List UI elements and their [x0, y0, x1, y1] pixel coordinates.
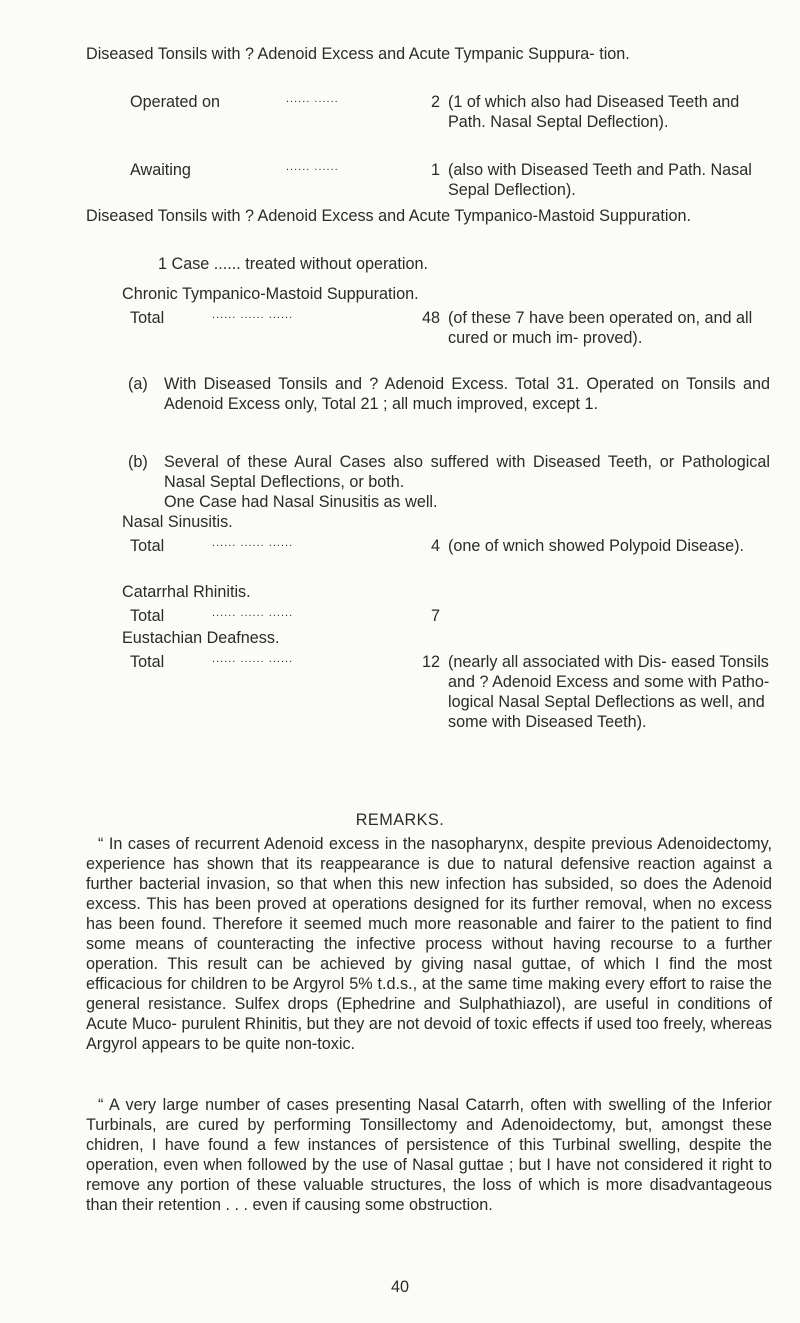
case-line: 1 Case ...... treated without operation. [158, 255, 428, 273]
item-marker: (a) [128, 375, 148, 393]
item-extra: One Case had Nasal Sinusitis as well. [164, 493, 438, 511]
section-heading: Diseased Tonsils with ? Adenoid Excess and Acute Tympanico-Mastoid Suppuration. [86, 207, 691, 225]
row-note: (also with Diseased Teeth and Path. Nasal Sepal Deflection). [448, 161, 752, 199]
total-label: Total [130, 607, 165, 625]
total-note: (of these 7 have been operated on, and all cured or much im- proved). [448, 309, 753, 347]
total-note: (nearly all associated with Dis- eased Tonsils and ? Adenoid Excess and some with Patho- logical Nasal Septal Deflections as well, and some with Diseased Teeth). [448, 653, 770, 731]
total-count: 48 [421, 309, 440, 327]
item-text: With Diseased Tonsils and ? Adenoid Excess. Total 31. Operated on Tonsils and Adenoid Excess only, Total 21 ; all much improved, except 1. [164, 375, 770, 413]
row-operated-on [86, 92, 770, 152]
leader-dots: ...... ...... ...... [212, 653, 294, 665]
row-label: Operated on [130, 93, 220, 111]
remarks-heading: REMARKS. [355, 811, 445, 829]
leader-dots: ...... ...... [286, 93, 339, 105]
leader-dots: ...... ...... [286, 161, 339, 173]
leader-dots: ...... ...... ...... [212, 309, 294, 321]
section-heading: Chronic Tympanico-Mastoid Suppuration. [122, 285, 419, 303]
row-count: 1 [430, 161, 440, 179]
item-marker: (b) [128, 453, 148, 471]
leader-dots: ...... ...... ...... [212, 607, 294, 619]
section-heading: Diseased Tonsils with ? Adenoid Excess and Acute Tympanic Suppura- tion. [86, 45, 630, 63]
total-count: 4 [430, 537, 440, 555]
row-awaiting [86, 160, 770, 200]
section-heading: Eustachian Deafness. [122, 629, 280, 647]
page-number: 40 [390, 1278, 409, 1296]
remarks-paragraph-2: “ A very large number of cases presenting Nasal Catarrh, often with swelling of the Inferior Turbinals, are cured by performing Tonsillectomy and Adenoidectomy, but, amongst these chidren, I have found a few instances of persistence of this Turbinal swelling, despite the operation, even when followed by the use of Nasal guttae ; but I have not considered it right to remove any portion of these valuable structures, the loss of which is more disadvantageous than their retention . . . even if causing some obstruction. [86, 1096, 772, 1214]
total-label: Total [130, 653, 165, 671]
leader-dots: ...... ...... ...... [212, 537, 294, 549]
row-note: (1 of which also had Diseased Teeth and Path. Nasal Septal Deflection). [448, 93, 740, 131]
total-label: Total [130, 309, 165, 327]
row-count: 2 [430, 93, 440, 111]
total-count: 7 [430, 607, 440, 625]
section-heading: Nasal Sinusitis. [122, 513, 233, 531]
total-label: Total [130, 537, 165, 555]
total-note: (one of wnich showed Polypoid Disease). [448, 537, 745, 555]
item-text: Several of these Aural Cases also suffered with Diseased Teeth, or Pathological Nasal Septal Deflections, or both. [164, 453, 770, 491]
remarks-paragraph-1: “ In cases of recurrent Adenoid excess in the nasopharynx, despite previous Adenoidectomy, experience has shown that its reappearance is due to natural defensive reaction against a further bacterial invasion, so that when this new infection has subsided, so does the Adenoid excess. This has been proved at operations designed for its further removal, when no excess has been found. Therefore it seemed much more reasonable and fairer to the patient to find some means of counteracting the infective process without having recourse to a further operation. This result can be achieved by giving nasal guttae, of which I find the most efficacious for children to be Argyrol 5% t.d.s., at the same time making every effort to raise the general resistance. Sulfex drops (Ephedrine and Sulphathiazol), are useful in conditions of Acute Muco- purulent Rhinitis, but they are not devoid of toxic effects if used too freely, whereas Argyrol appears to be quite non-toxic. [86, 835, 772, 1053]
section-heading: Catarrhal Rhinitis. [122, 583, 251, 601]
row-label: Awaiting [130, 161, 191, 179]
total-count: 12 [421, 653, 440, 671]
